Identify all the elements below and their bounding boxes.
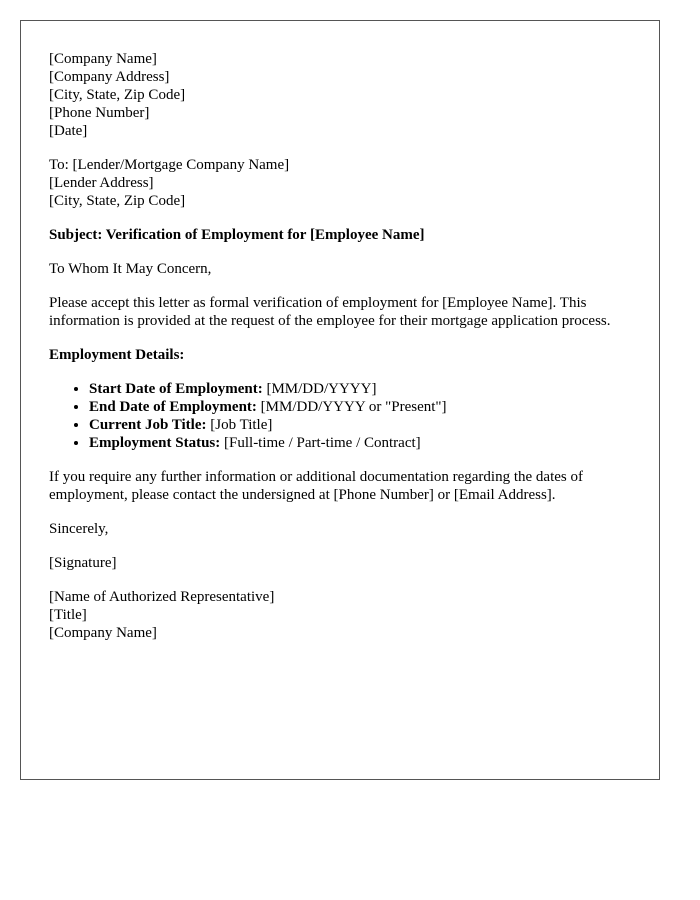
recipient-block xyxy=(49,156,631,210)
sender-company-name: [Company Name] xyxy=(49,51,157,67)
subject-line: Subject: Verification of Employment for [Employee Name] xyxy=(49,227,425,243)
signer-company: [Company Name] xyxy=(49,625,157,641)
sender-phone: [Phone Number] xyxy=(49,105,150,121)
list-item-end-date xyxy=(89,398,631,416)
list-item-start-date xyxy=(89,380,631,398)
letter-date: [Date] xyxy=(49,123,88,139)
employment-details-list xyxy=(49,380,631,452)
signer-block xyxy=(49,588,631,642)
recipient-address: [Lender Address] xyxy=(49,175,154,191)
employment-status-label: Employment Status: xyxy=(89,435,221,451)
end-date-label: End Date of Employment: xyxy=(89,399,257,415)
sender-company-address: [Company Address] xyxy=(49,69,170,85)
employment-details-heading: Employment Details: xyxy=(49,347,185,363)
intro-paragraph: Please accept this letter as formal verification of employment for [Employee Name]. This information is provided at the request of the employee for their mortgage application process. xyxy=(49,295,611,329)
start-date-label: Start Date of Employment: xyxy=(89,381,263,397)
job-title-value: [Job Title] xyxy=(206,417,273,433)
employment-status-value: [Full-time / Part-time / Contract] xyxy=(220,435,421,451)
recipient-to-line: To: [Lender/Mortgage Company Name] xyxy=(49,157,290,173)
list-item-employment-status xyxy=(89,434,631,452)
end-date-value: [MM/DD/YYYY or "Present"] xyxy=(256,399,447,415)
closing: Sincerely, xyxy=(49,521,109,537)
signer-title: [Title] xyxy=(49,607,87,623)
list-item-job-title xyxy=(89,416,631,434)
job-title-label: Current Job Title: xyxy=(89,417,207,433)
signature-placeholder: [Signature] xyxy=(49,555,117,571)
signer-name: [Name of Authorized Representative] xyxy=(49,589,275,605)
contact-paragraph: If you require any further information or additional documentation regarding the dates of employment, please contact the undersigned at [Phone Number] or [Email Address]. xyxy=(49,469,583,503)
sender-block xyxy=(49,50,631,140)
salutation: To Whom It May Concern, xyxy=(49,261,212,277)
verification-letter xyxy=(20,20,660,780)
sender-city-state-zip: [City, State, Zip Code] xyxy=(49,87,186,103)
recipient-city-state-zip: [City, State, Zip Code] xyxy=(49,193,186,209)
start-date-value: [MM/DD/YYYY] xyxy=(262,381,377,397)
